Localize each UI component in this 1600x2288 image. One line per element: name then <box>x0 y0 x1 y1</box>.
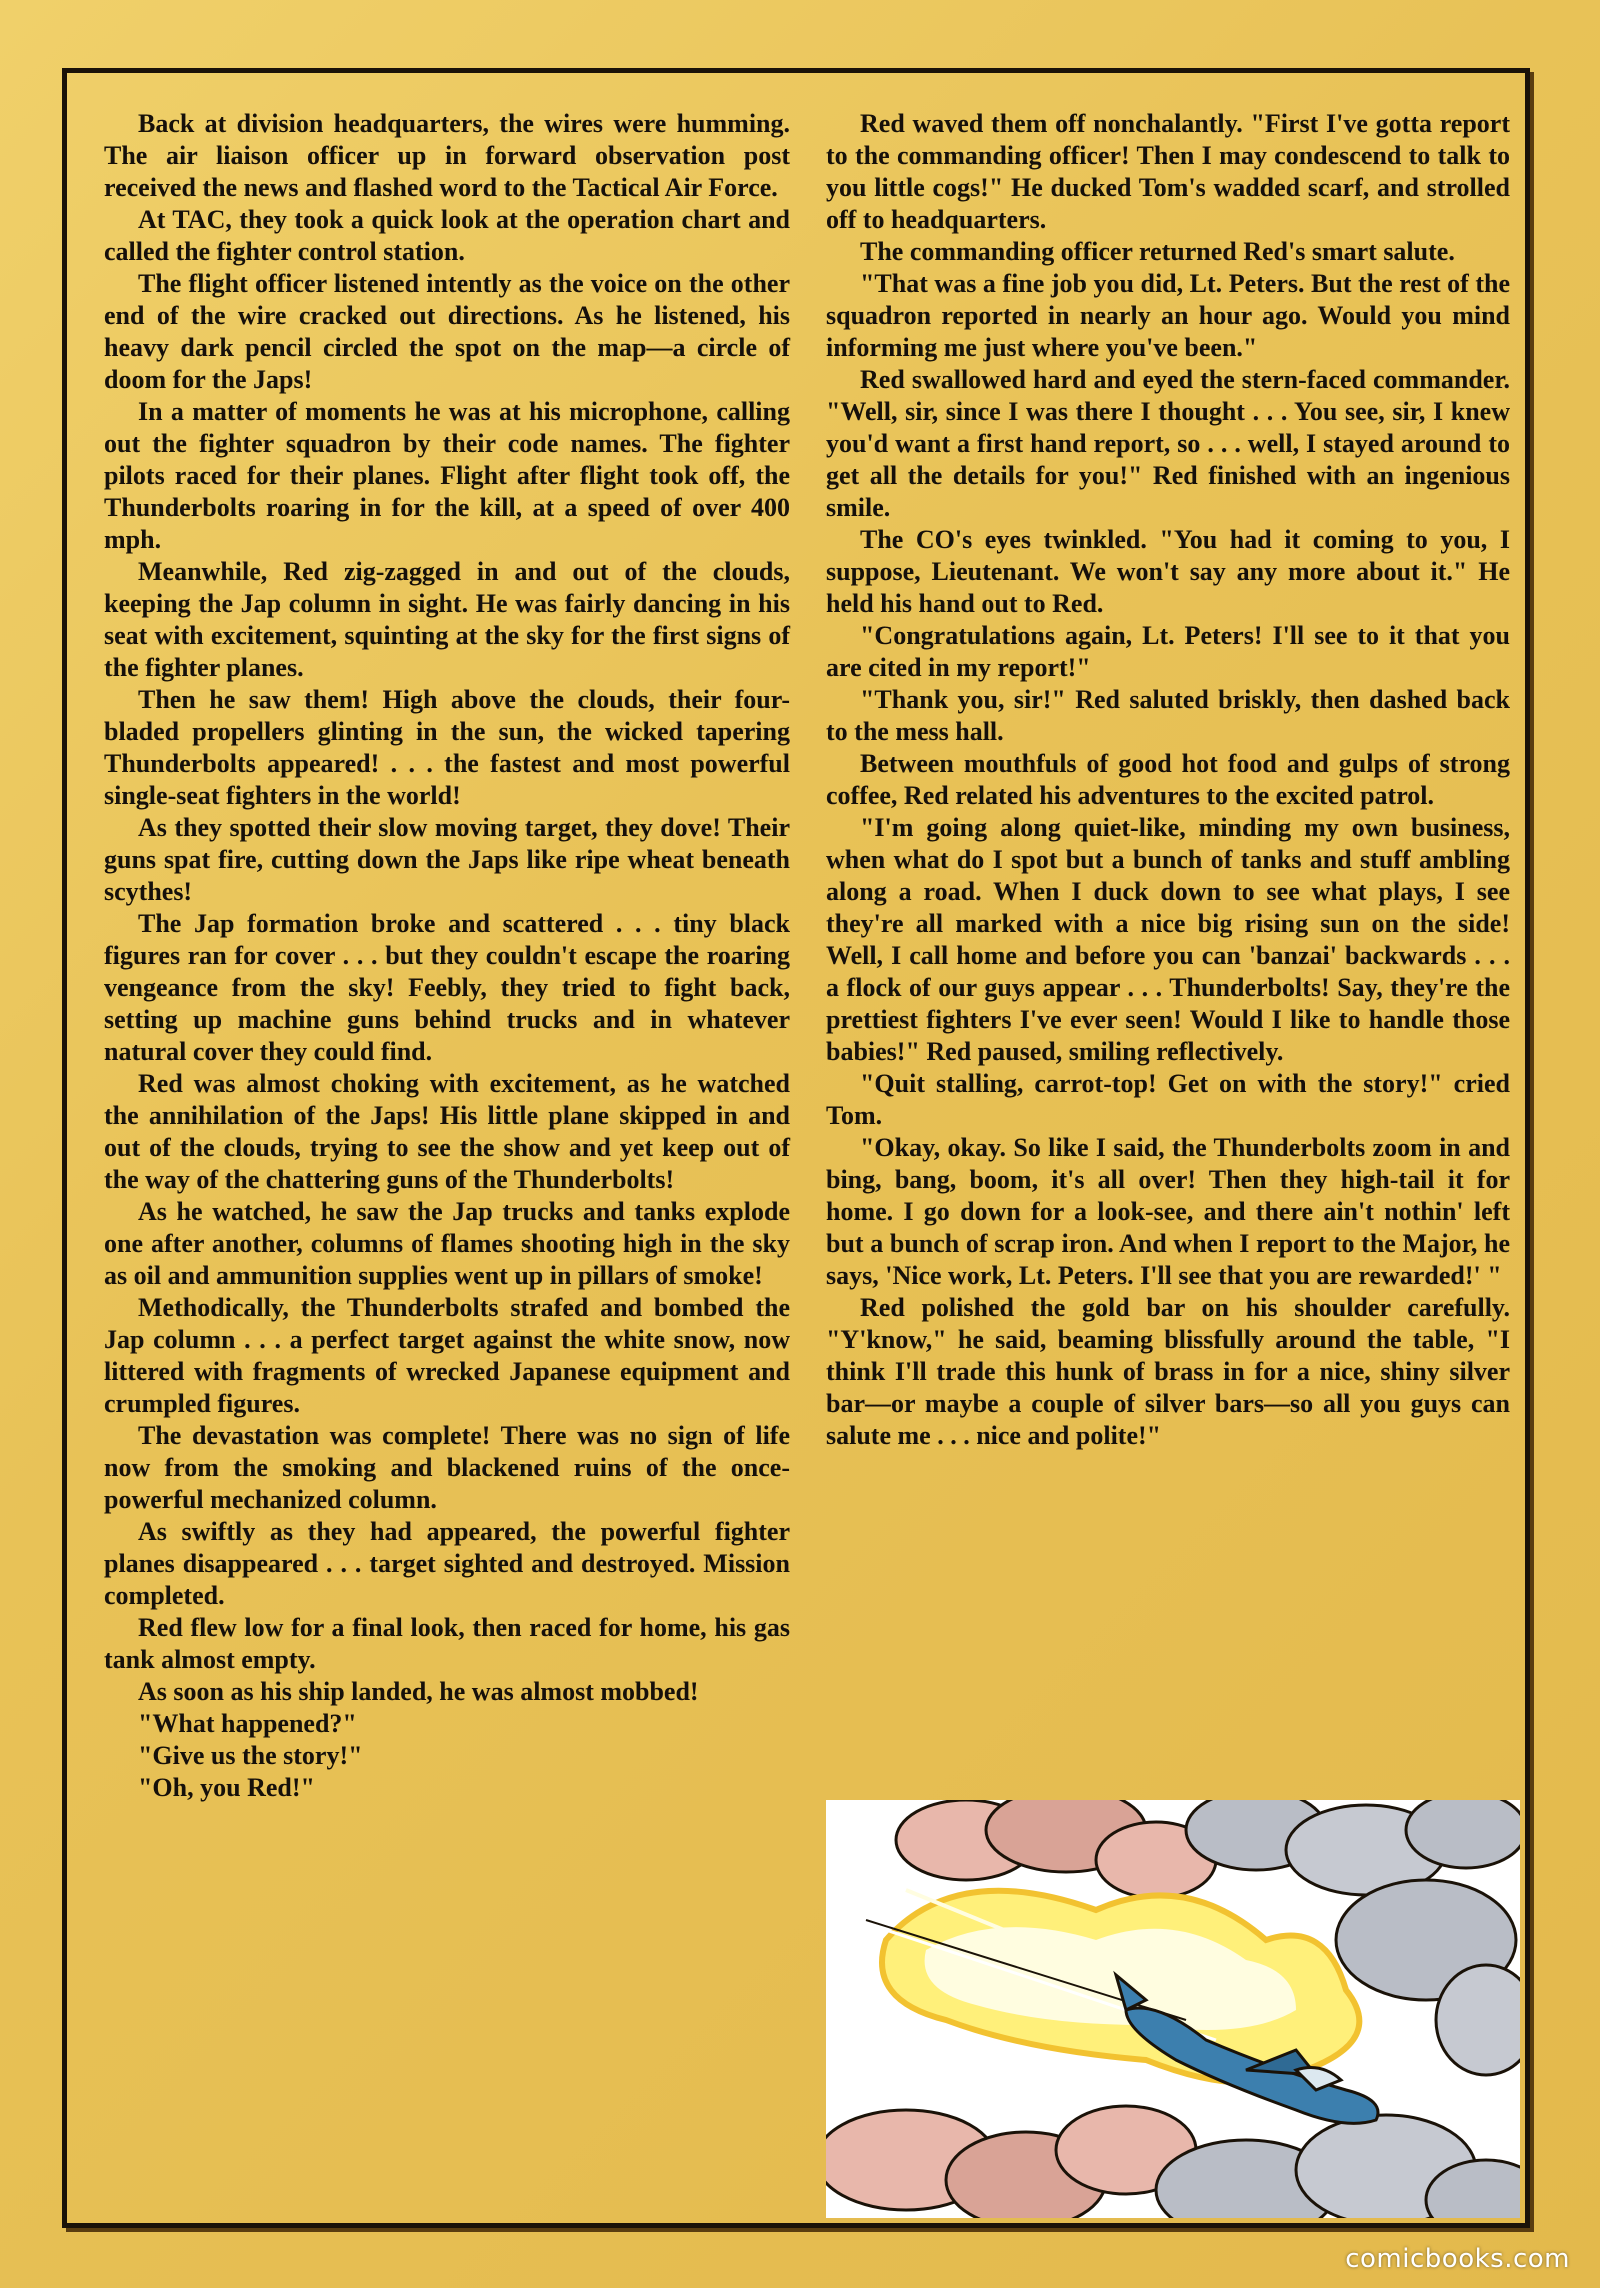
paragraph: Methodically, the Thunderbolts strafed and bombed the Jap column . . . a perfect target against the white snow, now littered with fragments of wrecked Japanese equipment and crumpled figures. <box>104 1293 790 1418</box>
paragraph: "That was a fine job you did, Lt. Peters. But the rest of the squadron reported in nearly an hour ago. Would you mind informing me just where you've been." <box>826 269 1510 362</box>
paragraph: Red flew low for a final look, then raced for home, his gas tank almost empty. <box>104 1613 790 1674</box>
right-text-column <box>826 108 1510 1452</box>
paragraph: Between mouthfuls of good hot food and gulps of strong coffee, Red related his adventures to the excited patrol. <box>826 749 1510 810</box>
watermark: comicbooks.com <box>1345 2244 1570 2274</box>
paragraph: The CO's eyes twinkled. "You had it coming to you, I suppose, Lieutenant. We won't say any more about it." He held his hand out to Red. <box>826 525 1510 618</box>
paragraph: As soon as his ship landed, he was almost mobbed! <box>138 1677 699 1706</box>
paragraph: "I'm going along quiet-like, minding my own business, when what do I spot but a bunch of tanks and stuff ambling along a road. When I duck down to see what plays, I see they're all marked with a nice big rising sun on the side! Well, I call home and before you can 'banzai' backwards . . . a flock of our guys appear . . . Thunderbolts! Say, they're the prettiest fighters I've ever seen! Would I like to handle those babies!" Red paused, smiling reflectively. <box>826 813 1510 1066</box>
paragraph: At TAC, they took a quick look at the operation chart and called the fighter control station. <box>104 205 790 266</box>
dialogue-line: "What happened?" <box>138 1709 357 1738</box>
paragraph: Red swallowed hard and eyed the stern-faced commander. "Well, sir, since I was there I thought . . . You see, sir, I knew you'd want a first hand report, so . . . well, I stayed around to get all the details for you!" Red finished with an ingenious smile. <box>826 365 1510 522</box>
paragraph: The flight officer listened intently as the voice on the other end of the wire cracked out directions. As he listened, his heavy dark pencil circled the spot on the map—a circle of doom for the Japs! <box>104 269 790 394</box>
paragraph: Red waved them off nonchalantly. "First I've gotta report to the commanding officer! Then I may condescend to talk to you little cogs!" He ducked Tom's wadded scarf, and strolled off to headquarters. <box>826 109 1510 234</box>
left-text-column <box>104 108 790 1804</box>
paragraph: Red was almost choking with excitement, as he watched the annihilation of the Japs! His little plane skipped in and out of the clouds, trying to see the show and yet keep out of the way of the chattering guns of the Thunderbolts! <box>104 1069 790 1194</box>
paragraph: Back at division headquarters, the wires were humming. The air liaison officer up in forward observation post received the news and flashed word to the Tactical Air Force. <box>104 109 790 202</box>
paragraph: As he watched, he saw the Jap trucks and tanks explode one after another, columns of flames shooting high in the sky as oil and ammunition supplies went up in pillars of smoke! <box>104 1197 790 1290</box>
paragraph: In a matter of moments he was at his microphone, calling out the fighter squadron by their code names. The fighter pilots raced for their planes. Flight after flight took off, the Thunderbolts roaring in for the kill, at a speed of over 400 mph. <box>104 397 790 554</box>
paragraph: Meanwhile, Red zig-zagged in and out of the clouds, keeping the Jap column in sight. He was fairly dancing in his seat with excitement, squinting at the sky for the first signs of the fighter planes. <box>104 557 790 682</box>
paragraph: "Thank you, sir!" Red saluted briskly, then dashed back to the mess hall. <box>826 685 1510 746</box>
fighter-plane-in-clouds-illustration <box>826 1800 1520 2218</box>
paragraph: "Okay, okay. So like I said, the Thunderbolts zoom in and bing, bang, boom, it's all over! Then they high-tail it for home. I go down for a look-see, and there ain't nothin' left but a bunch of scrap iron. And when I report to the Major, he says, 'Nice work, Lt. Peters. I'll see that you are rewarded!' " <box>826 1133 1510 1290</box>
paragraph: The Jap formation broke and scattered . . . tiny black figures ran for cover . . . but they couldn't escape the roaring vengeance from the sky! Feebly, they tried to fight back, setting up machine guns behind trucks and in whatever natural cover they could find. <box>104 909 790 1066</box>
paragraph: Red polished the gold bar on his shoulder carefully. "Y'know," he said, beaming blissfully around the table, "I think I'll trade this hunk of brass in for a nice, shiny silver bar—or maybe a couple of silver bars—so all you guys can salute me . . . nice and polite!" <box>826 1293 1510 1450</box>
paragraph: "Quit stalling, carrot-top! Get on with the story!" cried Tom. <box>826 1069 1510 1130</box>
paragraph: Then he saw them! High above the clouds, their four-bladed propellers glinting in the sun, the wicked tapering Thunderbolts appeared! . . . the fastest and most powerful single-seat fighters in the world! <box>104 685 790 810</box>
paragraph: The commanding officer returned Red's smart salute. <box>860 237 1455 266</box>
paragraph: "Congratulations again, Lt. Peters! I'll see to it that you are cited in my report!" <box>826 621 1510 682</box>
paragraph: As they spotted their slow moving target, they dove! Their guns spat fire, cutting down the Japs like ripe wheat beneath scythes! <box>104 813 790 906</box>
dialogue-line: "Oh, you Red!" <box>138 1773 315 1802</box>
paragraph: As swiftly as they had appeared, the powerful fighter planes disappeared . . . target sighted and destroyed. Mission completed. <box>104 1517 790 1610</box>
dialogue-line: "Give us the story!" <box>138 1741 363 1770</box>
paragraph: The devastation was complete! There was no sign of life now from the smoking and blackened ruins of the once-powerful mechanized column. <box>104 1421 790 1514</box>
